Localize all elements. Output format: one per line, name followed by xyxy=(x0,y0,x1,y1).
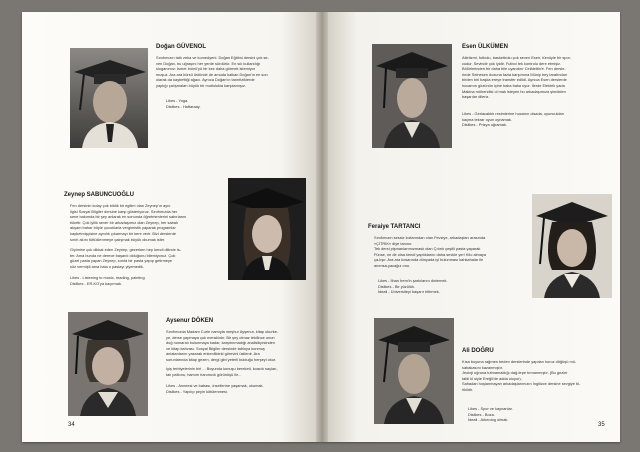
bio-line: ilgisi Sosyal Bilgiler dersine karşı gösteriyoruz. Sınıfımızda her xyxy=(70,208,178,214)
bio-text-zeynep xyxy=(70,203,212,242)
bio-line: güzel pasta yapan Zeynep, sınıfa bir pasta yapıp getirmeye xyxy=(70,258,173,264)
bio-line: Kısa boyuna rağmen beden derslerinde yapılan horoz döğüşü mü- xyxy=(462,359,577,364)
bio-line: ye, derse yapmaya çok meraklıdır. Bir şey olmaz tekilince onun xyxy=(166,334,275,340)
bio-line: sınıfı akını tüttüklenmeye çalışmak büyük okumak ister. xyxy=(70,236,166,242)
bio-line: başarılar dileriz. xyxy=(462,94,490,100)
bio-line: kaybetmişçisine aynılık çıkarmayı bir kere verir. Bizi derslerde xyxy=(70,230,176,236)
graduate-portrait-icon xyxy=(228,178,306,280)
bio-line: tüketir. Çok iyilik sever bir arkadaşımız olan Zeynep, her sabah xyxy=(70,219,179,225)
likes-feraiye xyxy=(378,278,448,295)
bio-text-ali xyxy=(462,359,602,393)
bio-line: sloganımız: İsmet İnönü'yü bir kez daha görmek istemiyor xyxy=(156,66,256,72)
likes-line: Likes - Yoga. xyxy=(166,98,189,103)
bio-line: anlatanlarını yazarak enkenlikteki görevini üstlenir. Ara xyxy=(166,351,260,357)
likes-zeynep xyxy=(70,275,145,286)
bio-line: sorunlarında kitap gezen, dergi gibi yeterli bulduğu herşeyi okur. xyxy=(166,356,277,362)
bio-line: ve kitap kahvası. Sosyal Bilgiler dersinde tabloya konmuş xyxy=(166,345,265,351)
bio-line: söz vermişti ama hala o pastayı yiyemedik. xyxy=(70,263,144,269)
bio-line: muşuz. Ara ara kürsü üstünde de amuda kalkan Doğan'ın en son xyxy=(156,71,268,77)
bio-line: yaptığı çalışmaları büyük bir mutlulukla karşılamışız. xyxy=(156,82,246,88)
bio-line: Fünse, ne de olsa kendi yaptıklarını daha sevkle yer! Kilo almaya xyxy=(374,251,487,257)
bio-line: ven Doğan, bu uğraşını her yerde sürdürür. En sık kullandığı xyxy=(156,60,261,66)
bio-line: Fen dersinin kolay çok bildik bir egitim olan Zeynep'ın aynı xyxy=(70,203,171,208)
likes-line: Dislikes - Boza. xyxy=(468,411,495,417)
bio-line: Sınıfımızda Madam Curie namıyla meşhur Ayşenur, kitap okurke- xyxy=(166,329,279,334)
right-page xyxy=(328,12,620,442)
student-photo-dogan xyxy=(70,48,148,148)
graduate-portrait-icon xyxy=(70,48,148,148)
bio-line: Sınıfımızın tatlı zeka ve komedyeni. Doğan Eğitimi dersini çok se- xyxy=(156,55,269,60)
likes-line: İdeali - Arkeolog olmak. xyxy=(468,417,509,423)
student-name-feraiye: Feraiye TARTANCI xyxy=(368,224,421,230)
likes-dogan xyxy=(166,98,201,109)
bio-line: Makina mühendisi ol mak isteyen bu arkadaşımıza şimdiden xyxy=(462,88,566,94)
bio-line: sene bakımda bir şey anlarak en sonunda öğretmenlerini sabırlarını xyxy=(70,214,187,220)
page-number-right: 35 xyxy=(598,422,605,428)
bio-line: tabii ki siyle Ereğli'de adda oluyor). xyxy=(462,375,522,381)
likes-line: İdeali - Üniversiteyi başarır bitirmek. xyxy=(378,289,440,295)
likes-esen xyxy=(462,111,564,128)
student-name-esen: Esen ÜLKÜMEN xyxy=(462,44,509,50)
left-page xyxy=(22,12,316,442)
bio-line: akşam bahar böyle çocuklarla vergimistik yaparak programlar xyxy=(70,225,176,231)
likes-aysenur xyxy=(166,383,264,394)
likes-line: Likes - Geriacaktık resimlerine hocanın olsada, oyunculdan xyxy=(462,111,564,116)
bio-line: ça-lışır. Ara ara kosarında dünyada iyi bulunması kahkahalar ile xyxy=(374,257,484,263)
student-name-aysenur: Aysenur DÖKEN xyxy=(166,318,214,324)
bio-line: rinde Selnesen dozuna fazla karşımına Münip bey tarafından xyxy=(462,71,567,77)
bio-line: anımsa-yacağız onu. xyxy=(374,262,411,268)
student-photo-ali xyxy=(374,318,454,424)
likes-line: kaçma tekrar oyun oynamak. xyxy=(462,116,512,122)
bio-line: Atletizmi, futbolu, basketbolu çok seven Esen, tümüyle bir spor- xyxy=(462,55,572,60)
bio-line: cudur. Sevindir çok iyidir. Futbol tek kontrolu dere etmişiz. xyxy=(462,60,562,66)
likes-ali xyxy=(468,406,513,423)
bio-line: doğ numaralı bulunmaya kadar, karşıtınmadığı analistiçesinden xyxy=(166,340,276,346)
bio-line: Jeoloji uğruna tutmamaklığı dağ-tepe tırmanmıştır. (Bu gezler xyxy=(462,370,568,376)
student-name-dogan: Doğan GÜVENOL xyxy=(156,44,207,50)
likes-line: Likes - Spor ve kaynanlar. xyxy=(468,406,513,411)
graduate-portrait-icon xyxy=(374,318,454,424)
likes-line: Dislikes - ER-KO'ya kaçırmak. xyxy=(70,280,122,286)
bio-text-aysenur xyxy=(166,329,300,363)
yearbook-spread xyxy=(22,12,620,442)
likes-line: Likes - Listening to music, reading, painting xyxy=(70,275,145,280)
bio-text-dogan xyxy=(156,55,296,89)
bio-line: birden biri başka ereye transfer edildi. Aynıca Esen derslerde xyxy=(462,77,567,83)
student-photo-esen xyxy=(372,44,452,148)
likes-line: Dislikes - Yapılıp peyin kötülenmesi. xyxy=(166,388,228,394)
graduate-portrait-icon xyxy=(372,44,452,148)
likes-line: Dislikes - Bir yüzülük. xyxy=(378,283,415,289)
bio-line: olarak da kaybettiği ağacı. Aynıca Doğan'ın tanrıfiziklerde xyxy=(156,77,255,83)
bio-line: hocamın gözünün içine baka baka uyur. İlerde Elektrik yada xyxy=(462,82,565,88)
bio-line: Tek dersi pişmanlarımızmask olan Çıtırık çeşitli pasta yaparak xyxy=(374,246,481,252)
student-photo-aysenur xyxy=(68,312,148,416)
student-name-ali: Ali DOĞRU xyxy=(462,348,494,354)
likes-line: Likes - İlhan İrem'in şarkılarını dinlemek. xyxy=(378,278,448,283)
bio-line: rikildir. xyxy=(462,386,474,392)
bio-line: Sahadan hoşlanmayan arkadaşlarımızın İngilizce dersine sevgiye bi- xyxy=(462,381,581,387)
bio-line: Giyimine çok dikkat eden Zeynep, gezerken hep kendi dilinde is- xyxy=(70,247,181,252)
student-photo-feraiye xyxy=(532,194,612,298)
bio-line: sabakasını kazanmıştır. xyxy=(462,364,503,370)
likes-line: Likes - Anneesi ve babası, insellerine yaşamak, okumak. xyxy=(166,383,264,388)
bio-line: «ÇİTRIK» diye tanınır. xyxy=(374,240,413,246)
bio-line: talı paltonu, hamım hanımcık görünüşü ile... xyxy=(166,371,242,377)
likes-line: Dislikes - Prizya uğramak. xyxy=(462,122,507,128)
bio-line: İyiş terbiyelerinin biri ... Boyunda konuşu bereketi, koacık saçları, xyxy=(166,366,278,371)
graduate-portrait-icon xyxy=(68,312,148,416)
bio-text2-zeynep xyxy=(70,247,212,269)
bio-line: ter. Ama bunda ne derece başarılı olduğunu bilemiyoruz. Çok xyxy=(70,252,176,258)
bio-text-feraiye xyxy=(374,235,524,269)
bio-text2-aysenur xyxy=(166,366,300,377)
page-number-left: 34 xyxy=(68,422,75,428)
student-photo-zeynep xyxy=(228,178,306,280)
bio-line: Bölürlerinden bir daha bile uyandırır Celâlettin'e. Fen dersle- xyxy=(462,66,566,72)
graduate-portrait-icon xyxy=(532,194,612,298)
book-gutter xyxy=(316,12,328,442)
likes-line: Dislikes - Haftaraay. xyxy=(166,103,201,109)
bio-text-esen xyxy=(462,55,602,100)
bio-line: Sınıfımızın sessiz kızlarından olan Fevziye, arkadaşları arasında xyxy=(374,235,486,240)
student-name-zeynep: Zeynep SABUNCUOĞLU xyxy=(64,192,135,198)
